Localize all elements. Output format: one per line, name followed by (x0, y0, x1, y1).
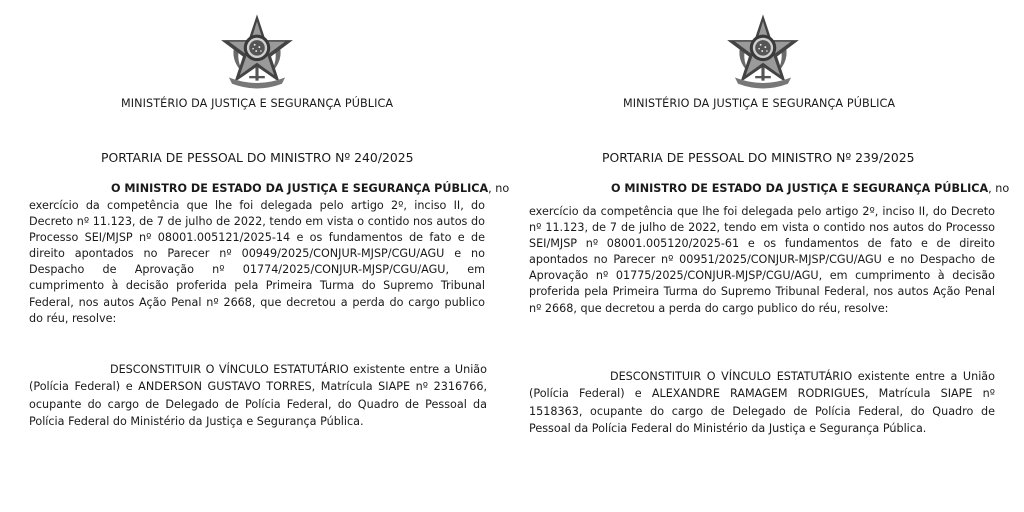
ministry-title: MINISTÉRIO DA JUSTIÇA E SEGURANÇA PÚBLICA (121, 97, 394, 110)
brazil-coat-of-arms-icon (218, 12, 296, 90)
minister-heading-tail: , no (488, 182, 510, 195)
preamble-paragraph: exercício da competência que lhe foi delegada pelo artigo 2º, inciso II, do Decreto nº 11.123, de 7 de julho de 2022, tendo em vista o contido nos autos do Processo SEI/MJSP nº 08001.005121/2025-14 e os fundamentos de fato e de direito apontados no Parecer nº 00949/2025/CONJUR-MJSP/CGU/AGU e no Despacho de Aprovação nº 01774/2025/CONJUR-MJSP/CGU/AGU, em cumprimento à decisão proferida pela Primeira Turma do Supremo Tribunal Federal, nos autos Ação Penal nº 2668, que decretou a perda do cargo publico do réu, resolve: (29, 199, 485, 325)
portaria-title: PORTARIA DE PESSOAL DO MINISTRO Nº 240/2025 (101, 150, 414, 165)
minister-heading-tail: , no (988, 182, 1010, 195)
resolution-paragraph: DESCONSTITUIR O VÍNCULO ESTATUTÁRIO existente entre a União (Polícia Federal) e ANDERSON GUSTAVO TORRES, Matrícula SIAPE nº 2316766, ocupante do cargo de Delegado de Polícia Federal, do Quadro de Pessoal da Polícia Federal do Ministério da Justiça e Segurança Pública. (29, 363, 487, 428)
minister-heading-text: O MINISTRO DE ESTADO DA JUSTIÇA E SEGURANÇA PÚBLICA (611, 182, 989, 195)
brazil-coat-of-arms-icon (724, 12, 802, 90)
ministry-title: MINISTÉRIO DA JUSTIÇA E SEGURANÇA PÚBLICA (623, 97, 896, 110)
preamble-paragraph: exercício da competência que lhe foi delegada pelo artigo 2º, inciso II, do Decreto nº 11.123, de 7 de julho de 2022, tendo em vista o contido nos autos do Processo SEI/MJSP nº 08001.005120/2025-61 e os fundamentos de fato e de direito apontados no Parecer nº 00951/2025/CONJUR-MJSP/CGU/AGU e no Despacho de Aprovação nº 01775/2025/CONJUR-MJSP/CGU/AGU, em cumprimento à decisão proferida pela Primeira Turma do Supremo Tribunal Federal, nos autos Ação Penal nº 2668, que decretou a perda do cargo publico do réu, resolve: (529, 205, 995, 315)
portaria-title: PORTARIA DE PESSOAL DO MINISTRO Nº 239/2025 (602, 150, 915, 165)
minister-heading (111, 182, 509, 195)
minister-heading-text: O MINISTRO DE ESTADO DA JUSTIÇA E SEGURANÇA PÚBLICA (111, 182, 489, 195)
resolution-paragraph: DESCONSTITUIR O VÍNCULO ESTATUTÁRIO existente entre a União (Polícia Federal) e ALEXANDRE RAMAGEM RODRIGUES, Matrícula SIAPE nº 1518363, ocupante do cargo de Delegado de Polícia Federal, do Quadro de Pessoal da Polícia Federal do Ministério da Justiça e Segurança Pública. (529, 370, 995, 435)
portaria-239-document (512, 0, 1024, 512)
minister-heading (611, 182, 1009, 195)
